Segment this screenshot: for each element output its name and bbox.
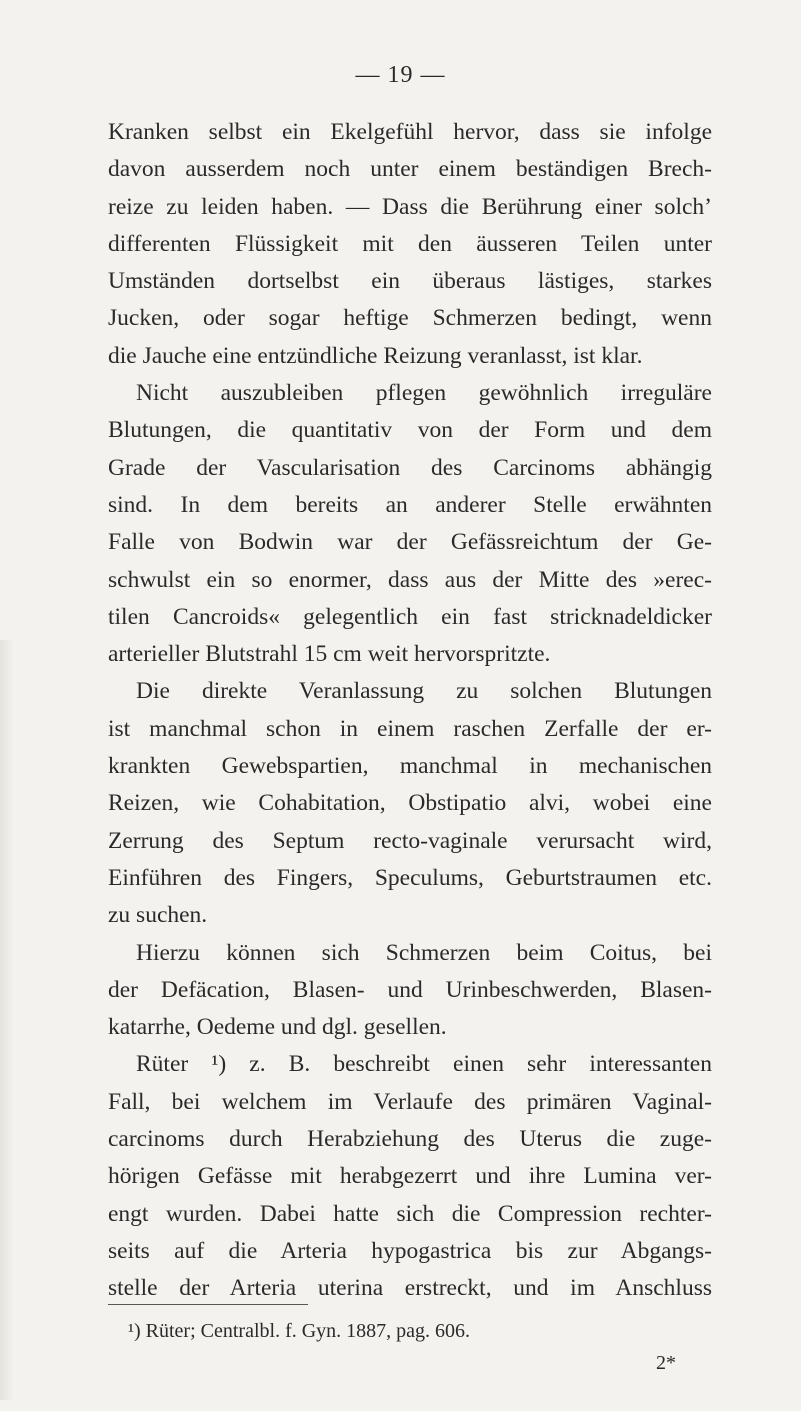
text-line: Einführen des Fingers, Speculums, Geburtstraumen etc. xyxy=(108,864,712,891)
text-line: Falle von Bodwin war der Gefässreichtum der Ge- xyxy=(108,529,712,556)
text-line: reize zu leiden haben. — Dass die Berührung einer solch’ xyxy=(108,193,712,220)
text-line: Kranken selbst ein Ekelgefühl hervor, dass sie infolge xyxy=(108,119,712,145)
text-line: Die direkte Veranlassung zu solchen Blutungen xyxy=(136,678,712,705)
text-line: krankten Gewebspartien, manchmal in mechanischen xyxy=(108,753,712,780)
text-line: davon ausserdem noch unter einem beständigen Brech- xyxy=(108,156,712,183)
text-line: Fall, bei welchem im Verlaufe des primären Vaginal- xyxy=(108,1088,712,1115)
text-line: carcinoms durch Herabziehung des Uterus die zuge- xyxy=(108,1126,712,1153)
text-line: Grade der Vascularisation des Carcinoms abhängig xyxy=(108,454,712,481)
text-line: die Jauche eine entzündliche Reizung veranlasst, ist klar. xyxy=(108,342,643,369)
text-line: arterieller Blutstrahl 15 cm weit hervorspritzte. xyxy=(108,641,551,668)
text-line: Nicht auszubleiben pflegen gewöhnlich irreguläre xyxy=(136,380,712,407)
body-text xyxy=(108,114,712,1308)
text-line: Blutungen, die quantitativ von der Form und dem xyxy=(108,417,712,444)
text-line: Hierzu können sich Schmerzen beim Coitus, bei xyxy=(136,939,712,966)
printer-signature: 2* xyxy=(656,1352,676,1374)
text-line: Jucken, oder sogar heftige Schmerzen bedingt, wenn xyxy=(108,305,712,332)
text-line: schwulst ein so enormer, dass aus der Mitte des »erec- xyxy=(108,566,712,593)
footnote-divider xyxy=(108,1304,308,1305)
text-line: Zerrung des Septum recto-vaginale verursacht wird, xyxy=(108,827,712,854)
text-line: katarrhe, Oedeme und dgl. gesellen. xyxy=(108,1014,447,1041)
text-line: ist manchmal schon in einem raschen Zerfalle der er- xyxy=(108,715,712,742)
text-line: Umständen dortselbst ein überaus lästiges, starkes xyxy=(108,268,712,295)
text-line: hörigen Gefässe mit herabgezerrt und ihre Lumina ver- xyxy=(108,1163,712,1190)
text-line: seits auf die Arteria hypogastrica bis zur Abgangs- xyxy=(108,1237,712,1264)
text-line: Reizen, wie Cohabitation, Obstipatio alvi, wobei eine xyxy=(108,790,712,817)
text-line: tilen Cancroids« gelegentlich ein fast stricknadeldicker xyxy=(108,603,712,630)
text-line: der Defäcation, Blasen- und Urinbeschwerden, Blasen- xyxy=(108,976,712,1003)
text-line: sind. In dem bereits an anderer Stelle erwähnten xyxy=(108,491,712,518)
text-line: zu suchen. xyxy=(108,902,208,929)
text-line: stelle der Arteria uterina erstreckt, und im Anschluss xyxy=(108,1275,712,1302)
text-line: differenten Flüssigkeit mit den äusseren Teilen unter xyxy=(108,230,712,257)
footnote: ¹) Rüter; Centralbl. f. Gyn. 1887, pag. 606. xyxy=(128,1320,471,1342)
text-line: engt wurden. Dabei hatte sich die Compression rechter- xyxy=(108,1200,712,1227)
text-line: Rüter ¹) z. B. beschreibt einen sehr interessanten xyxy=(136,1051,712,1078)
binding-shadow xyxy=(0,640,14,1400)
page-number: — 19 — xyxy=(355,62,446,88)
